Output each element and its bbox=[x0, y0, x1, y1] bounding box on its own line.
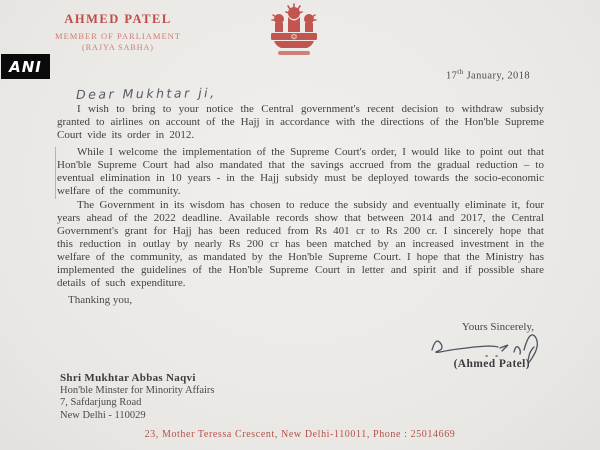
recipient-block bbox=[60, 372, 215, 422]
letterhead bbox=[38, 12, 198, 52]
signatory-name: (Ahmed Patel) bbox=[453, 358, 530, 370]
body-paragraph-1: I wish to bring to your notice the Central government's recent decision to withdraw subsidy granted to airlines on account of the Hajj in accordance with the directions of the Hon'ble Supreme Court vide its order in 2012. bbox=[57, 103, 544, 141]
sender-name: AHMED PATEL bbox=[64, 12, 172, 26]
recipient-title: Hon'ble Minster for Minority Affairs bbox=[60, 384, 215, 396]
footer-address: 23, Mother Teressa Crescent, New Delhi-110011, Phone : 25014669 bbox=[144, 429, 456, 440]
valediction-line: Yours Sincerely, bbox=[461, 321, 534, 333]
date-ordinal: th bbox=[457, 68, 464, 76]
sender-subtitle: (RAJYA SABHA) bbox=[82, 43, 154, 52]
recipient-address-line1: 7, Safdarjung Road bbox=[60, 397, 142, 408]
letter-date bbox=[446, 68, 530, 82]
recipient-name: Shri Mukhtar Abbas Naqvi bbox=[60, 372, 196, 384]
body-paragraph-3: The Government in its wisdom has chosen to reduce the subsidy and eventually eliminate it, four years ahead of the 2022 deadline. Available records show that between 2014 and 2017, the Central Government's grant for Hajj has been reduced from Rs 401 cr to Rs 200 cr. I sincerely hope that this reduction in outlay by nearly Rs 200 cr has been matched by an increased investment in the welfare of the community, as mandated by the Hon'ble Supreme Court. I hope that the Ministry has implemented the guidelines of the Hon'ble Supreme Court in letter and spirit and if possible share details of such expenditure. bbox=[57, 199, 544, 289]
recipient-address-line2: New Delhi - 110029 bbox=[60, 409, 146, 421]
ani-watermark-label: ANI bbox=[9, 57, 42, 76]
thanking-line: Thanking you, bbox=[68, 294, 133, 306]
scan-artifact-line bbox=[55, 147, 56, 199]
handwritten-salutation: Dear Mukhtar ji, bbox=[75, 85, 217, 102]
date-month-year: January, 2018 bbox=[463, 70, 530, 82]
date-day: 17 bbox=[445, 70, 458, 82]
ani-watermark bbox=[2, 55, 49, 78]
sender-title: MEMBER OF PARLIAMENT bbox=[55, 31, 181, 41]
india-national-emblem-icon bbox=[262, 2, 326, 60]
body-paragraph-2: While I welcome the implementation of the Supreme Court's order, I would like to point out that Hon'ble Supreme Court had also mandated that the savings accrued from the gradual reduction – to eventual elimination in 10 years - in the Hajj subsidy must be deployed towards the socio-economic welfare of the community. bbox=[57, 146, 544, 197]
